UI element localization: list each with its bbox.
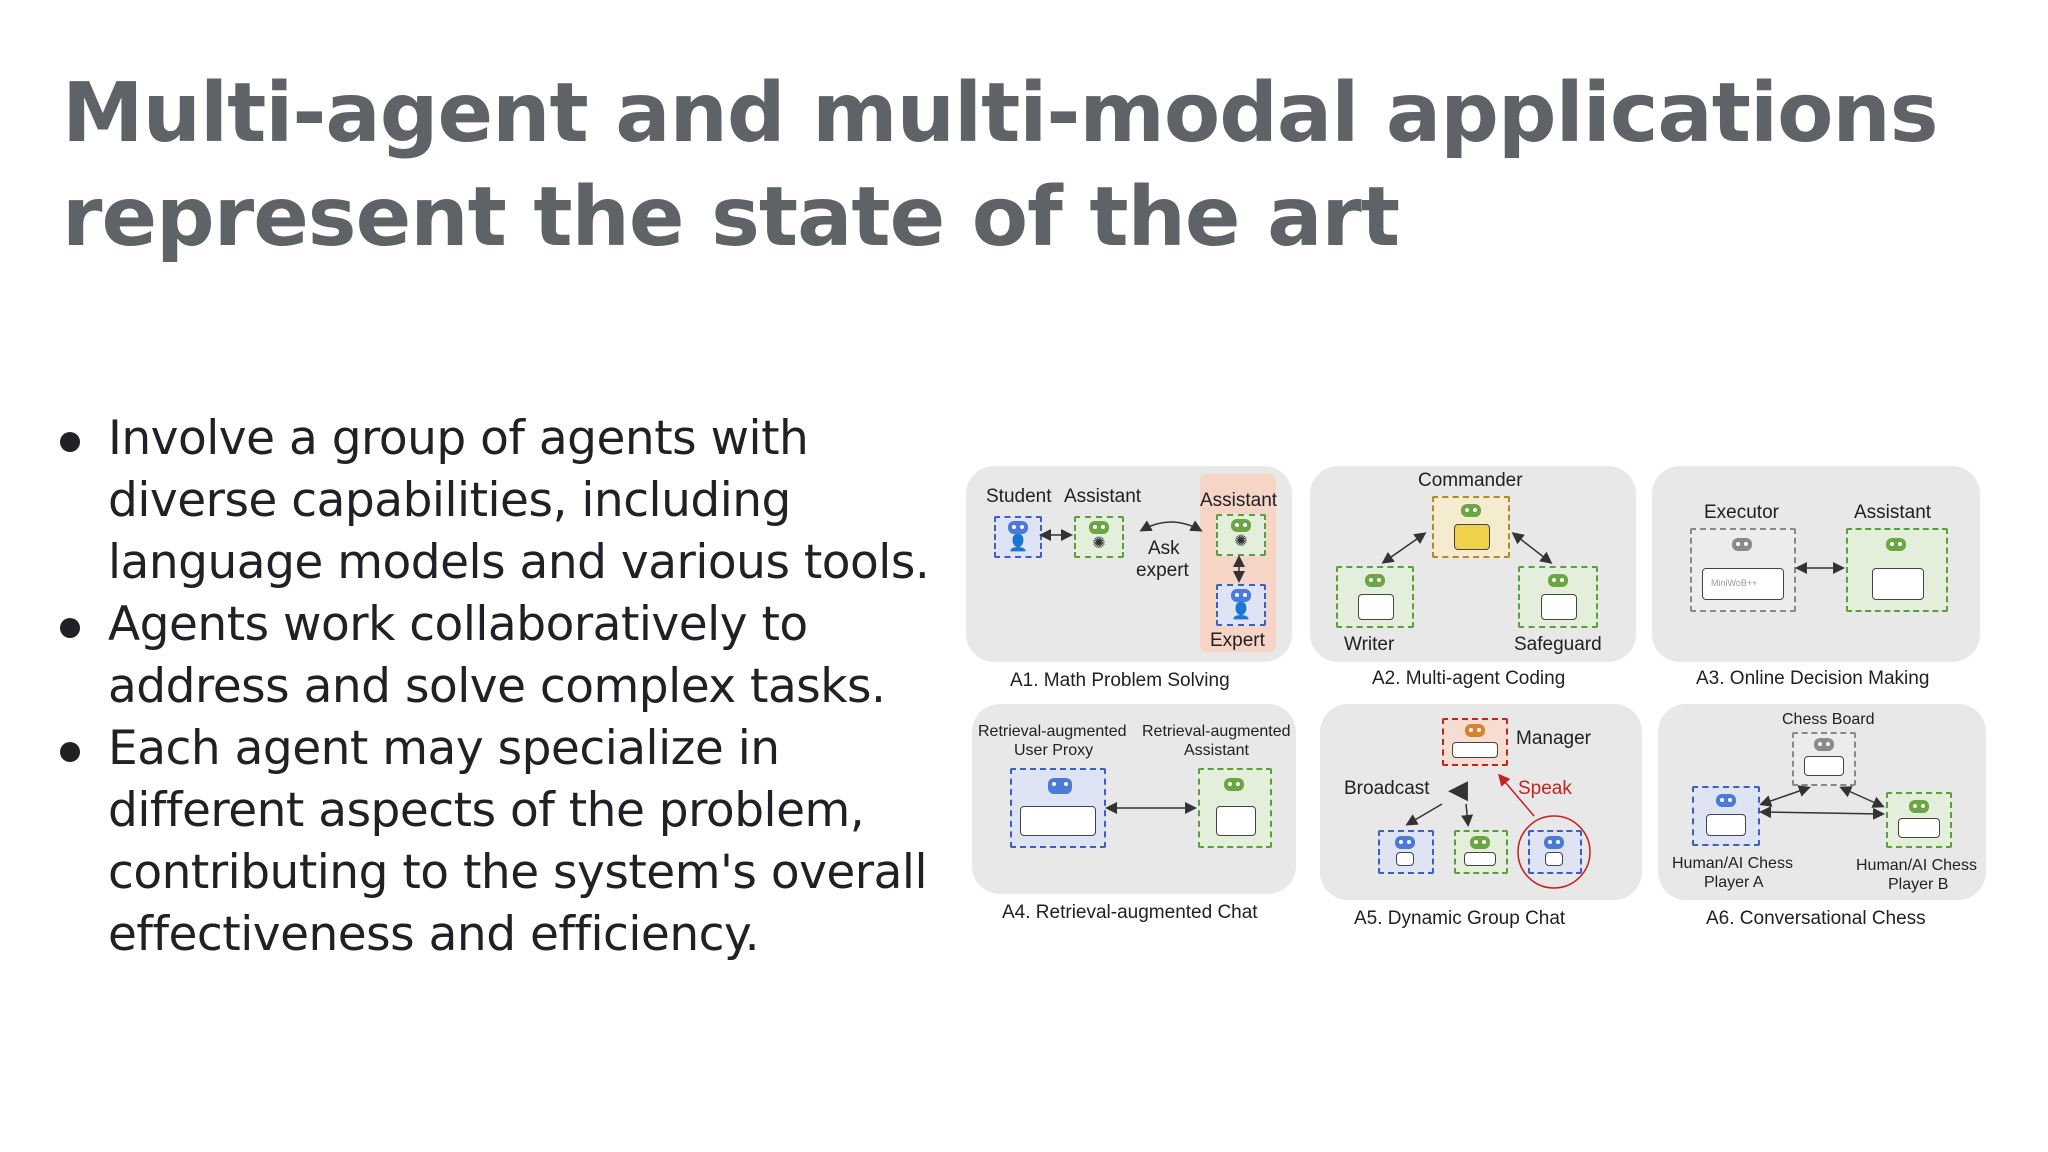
a1-arrows [966, 466, 1292, 662]
openai-icon: ✺ [1092, 535, 1106, 552]
caption-a6: A6. Conversational Chess [1706, 908, 1926, 929]
label-safeguard: Safeguard [1514, 634, 1602, 655]
slide-title [62, 62, 1962, 270]
bullet-item-1: Involve a group of agents with diverse capabilities, including language models and various tools. [58, 408, 958, 594]
label-player-b-line-1: Human/AI Chess [1856, 857, 1977, 874]
user-python-icon: 👤 [1231, 603, 1251, 620]
label-manager: Manager [1516, 728, 1591, 749]
label-student: Student [986, 486, 1052, 507]
label-player-a-line-1: Human/AI Chess [1672, 855, 1793, 872]
panel-a2 [1310, 466, 1636, 662]
screen-text: MiniWoB++ [1711, 578, 1758, 588]
label-assistant: Assistant [1064, 486, 1142, 507]
label-player-b-line-2: Player B [1888, 876, 1949, 893]
openai-icon: ✺ [1234, 533, 1248, 550]
panel-a1 [966, 466, 1292, 662]
label-executor: Executor [1704, 502, 1779, 523]
bullet-list [58, 408, 958, 966]
bullet-item-2: Agents work collaboratively to address and solve complex tasks. [58, 594, 958, 718]
a3-arrows [1652, 466, 1980, 662]
caption-a1: A1. Math Problem Solving [1010, 670, 1230, 691]
panel-a4 [972, 704, 1296, 894]
label-rag-user-line-1: Retrieval-augmented [978, 723, 1127, 740]
label-writer: Writer [1344, 634, 1395, 655]
label-rag-assistant-line-1: Retrieval-augmented [1142, 723, 1291, 740]
label-expert: Expert [1210, 630, 1265, 651]
label-rag-assistant-line-2: Assistant [1184, 742, 1249, 759]
a5-arrows [1320, 704, 1642, 900]
label-ask-expert: expert [1136, 560, 1189, 581]
megaphone-icon: ◀ [1448, 774, 1468, 804]
panel-a3 [1652, 466, 1980, 662]
caption-a3: A3. Online Decision Making [1696, 668, 1930, 689]
label-chess-board: Chess Board [1782, 711, 1875, 728]
caption-a5: A5. Dynamic Group Chat [1354, 908, 1566, 929]
bullet-item-3: Each agent may specialize in different aspects of the problem, contributing to the system's overall effectiveness and efficiency. [58, 718, 958, 966]
panel-a5 [1320, 704, 1642, 900]
slide-title-line-2: represent the state of the art [62, 170, 1400, 265]
user-python-icon: 👤 [1008, 535, 1028, 552]
label-rag-user-line-2: User Proxy [1014, 742, 1094, 759]
autogen-applications-figure [958, 458, 1998, 938]
a4-arrows [972, 704, 1296, 894]
label-broadcast: Broadcast [1344, 778, 1430, 799]
slide-title-line-1: Multi-agent and multi-modal applications [62, 66, 1938, 161]
a2-arrows [1310, 466, 1636, 662]
caption-a2: A2. Multi-agent Coding [1372, 668, 1566, 689]
label-commander: Commander [1418, 470, 1523, 491]
a6-arrows [1658, 704, 1986, 900]
label-ask: Ask [1148, 538, 1180, 559]
panel-a6 [1658, 704, 1986, 900]
caption-a4: A4. Retrieval-augmented Chat [1002, 902, 1258, 923]
label-player-a-line-2: Player A [1704, 874, 1764, 891]
label-assistant-2: Assistant [1200, 490, 1278, 511]
label-assistant: Assistant [1854, 502, 1932, 523]
label-speak: Speak [1518, 778, 1572, 799]
